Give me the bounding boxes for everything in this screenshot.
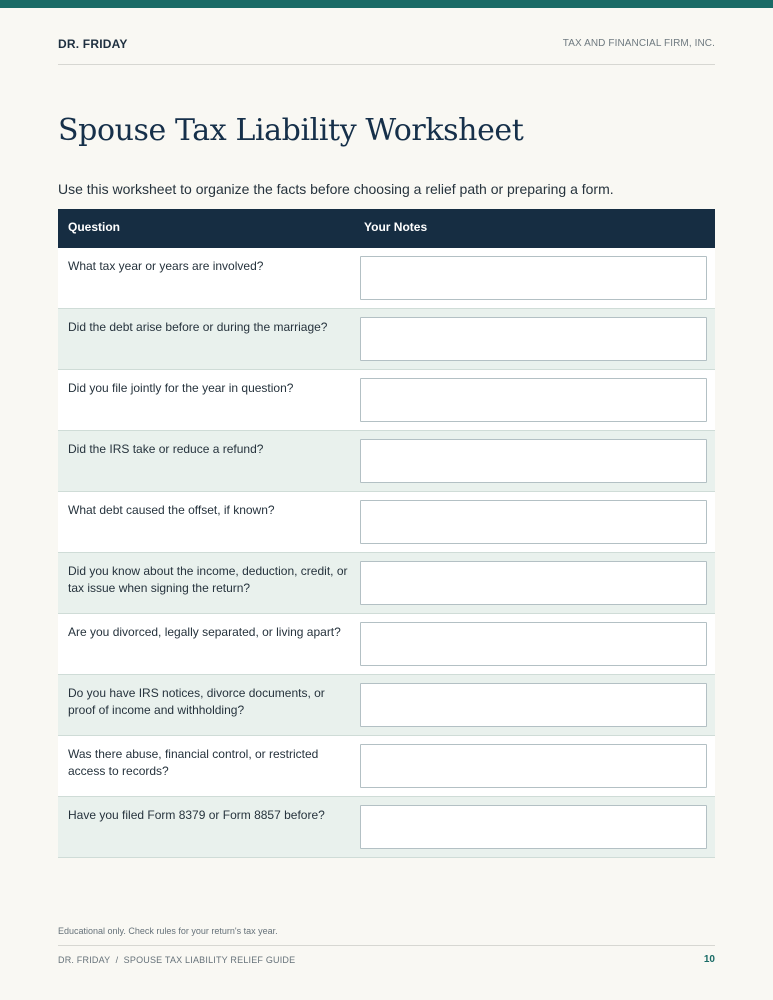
column-header-notes: Your Notes xyxy=(364,220,428,234)
table-row xyxy=(58,736,715,797)
page-footer xyxy=(58,945,715,970)
column-header-question: Question xyxy=(68,220,121,234)
footnote-disclaimer: Educational only. Check rules for your return's tax year. xyxy=(58,926,278,936)
table-row xyxy=(58,553,715,614)
brand-name: DR. FRIDAY xyxy=(58,37,128,51)
table-row xyxy=(58,431,715,492)
notes-field[interactable] xyxy=(360,622,707,666)
notes-field[interactable] xyxy=(360,256,707,300)
notes-field[interactable] xyxy=(360,805,707,849)
question-text: Was there abuse, financial control, or restricted access to records? xyxy=(68,747,319,778)
table-row xyxy=(58,675,715,736)
top-accent-bar xyxy=(0,0,773,8)
notes-field[interactable] xyxy=(360,378,707,422)
question-text: Did the debt arise before or during the marriage? xyxy=(68,320,328,334)
notes-field[interactable] xyxy=(360,683,707,727)
worksheet-table xyxy=(58,209,715,858)
page-title: Spouse Tax Liability Worksheet xyxy=(58,113,524,148)
table-row xyxy=(58,492,715,553)
question-text: Did you file jointly for the year in question? xyxy=(68,381,294,395)
question-text: Do you have IRS notices, divorce documents, or proof of income and withholding? xyxy=(68,686,325,717)
question-text: Have you filed Form 8379 or Form 8857 before? xyxy=(68,808,325,822)
notes-field[interactable] xyxy=(360,744,707,788)
question-text: Did you know about the income, deduction, credit, or tax issue when signing the return? xyxy=(68,564,348,595)
intro-text: Use this worksheet to organize the facts before choosing a relief path or preparing a form. xyxy=(58,181,614,197)
worksheet-header-row xyxy=(58,209,715,248)
footer-guide-title: DR. FRIDAY / SPOUSE TAX LIABILITY RELIEF GUIDE xyxy=(58,955,296,965)
question-text: What tax year or years are involved? xyxy=(68,259,264,273)
question-text: Did the IRS take or reduce a refund? xyxy=(68,442,264,456)
notes-field[interactable] xyxy=(360,439,707,483)
page-header xyxy=(58,37,715,65)
notes-field[interactable] xyxy=(360,561,707,605)
notes-field[interactable] xyxy=(360,317,707,361)
page-number: 10 xyxy=(703,954,715,965)
notes-field[interactable] xyxy=(360,500,707,544)
table-row xyxy=(58,797,715,858)
question-text: Are you divorced, legally separated, or living apart? xyxy=(68,625,341,639)
question-text: What debt caused the offset, if known? xyxy=(68,503,275,517)
table-row xyxy=(58,248,715,309)
firm-name: TAX AND FINANCIAL FIRM, INC. xyxy=(562,38,715,49)
table-row xyxy=(58,309,715,370)
table-row xyxy=(58,614,715,675)
table-row xyxy=(58,370,715,431)
